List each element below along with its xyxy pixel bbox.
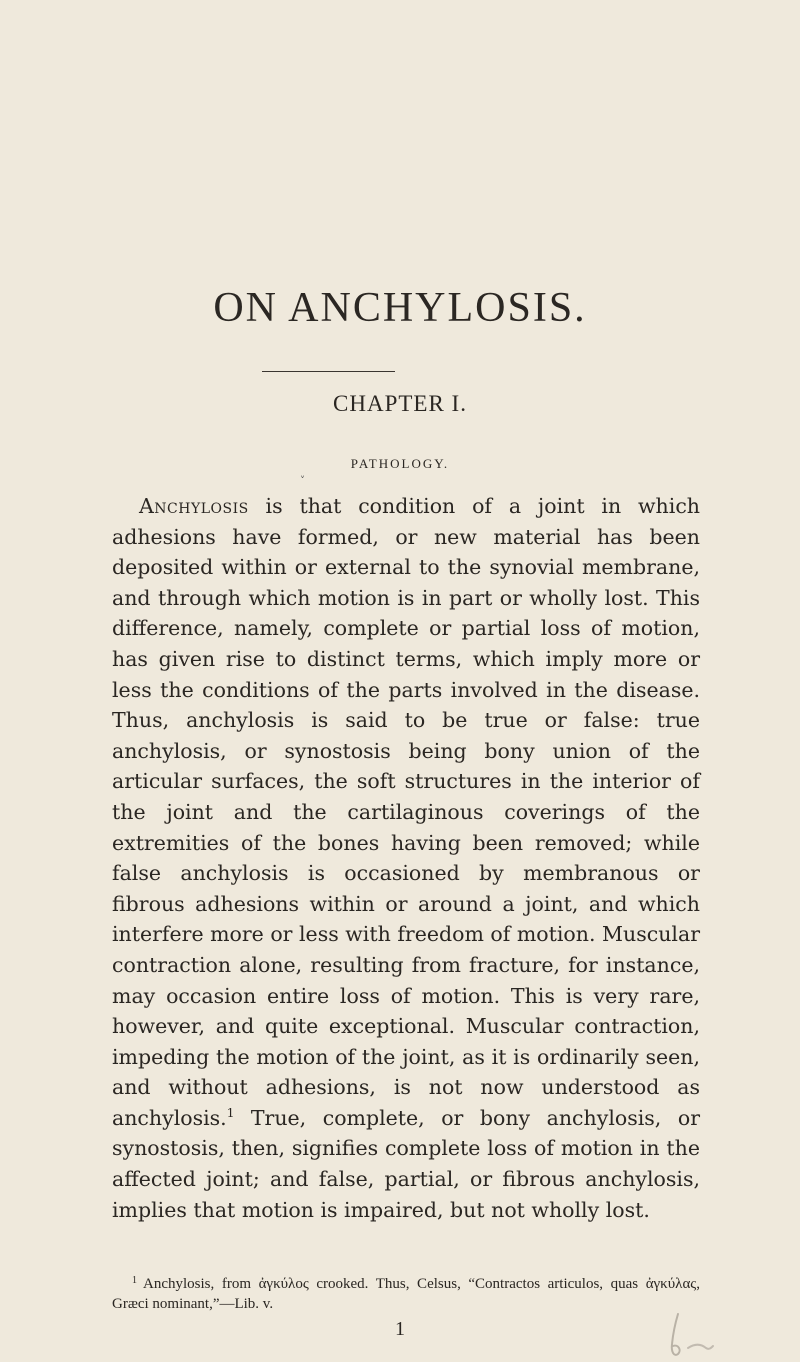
print-mark-icon: ˅	[300, 476, 305, 487]
footnote-mark: 1	[132, 1275, 137, 1286]
title-divider	[262, 371, 395, 372]
body-paragraph	[112, 491, 700, 1225]
lead-word: Anchylosis	[139, 494, 249, 518]
chapter-heading: CHAPTER I.	[333, 391, 467, 416]
footnote-text: Anchylosis, from ἀγκύλος crooked. Thus, Celsus, “Contractos articulos, quas ἀγκύλας, Græci nominant,”—Lib. v.	[112, 1276, 700, 1312]
page-number: 1	[395, 1318, 405, 1340]
body-text-main: is that condition of a joint in which adhesions have formed, or new material has been deposited within or external to the synovial membrane, and through which motion is in part or wholly lost. This difference, namely, complete or partial loss of motion, has given rise to distinct terms, which imply more or less the conditions of the parts involved in the disease. Thus, anchylosis is said to be true or false: true anchylosis, or synostosis being bony union of the articular surfaces, the soft structures in the interior of the joint and the cartilaginous coverings of the extremities of the bones having been removed; while false anchylosis is occasioned by membranous or fibrous adhesions within or around a joint, and which interfere more or less with freedom of motion. Muscular contraction alone, resulting from fracture, for instance, may occasion entire loss of motion. This is very rare, however, and quite exceptional. Muscular contraction, impeding the motion of the joint, as it is ordinarily seen, and without adhesions, is not now understood as anchylosis.	[112, 494, 700, 1130]
page-title: ON ANCHYLOSIS.	[213, 285, 587, 331]
footnote-reference[interactable]: 1	[226, 1105, 235, 1120]
footnote	[112, 1274, 700, 1314]
section-heading: PATHOLOGY.	[350, 456, 450, 471]
body-text-continued: True, complete, or bony anchylosis, or synostosis, then, signifies complete loss of motion in the affected joint; and false, partial, or fibrous anchylosis, implies that motion is impaired, but not wholly lost.	[112, 1105, 700, 1222]
pencil-annotation-icon	[666, 1310, 726, 1362]
